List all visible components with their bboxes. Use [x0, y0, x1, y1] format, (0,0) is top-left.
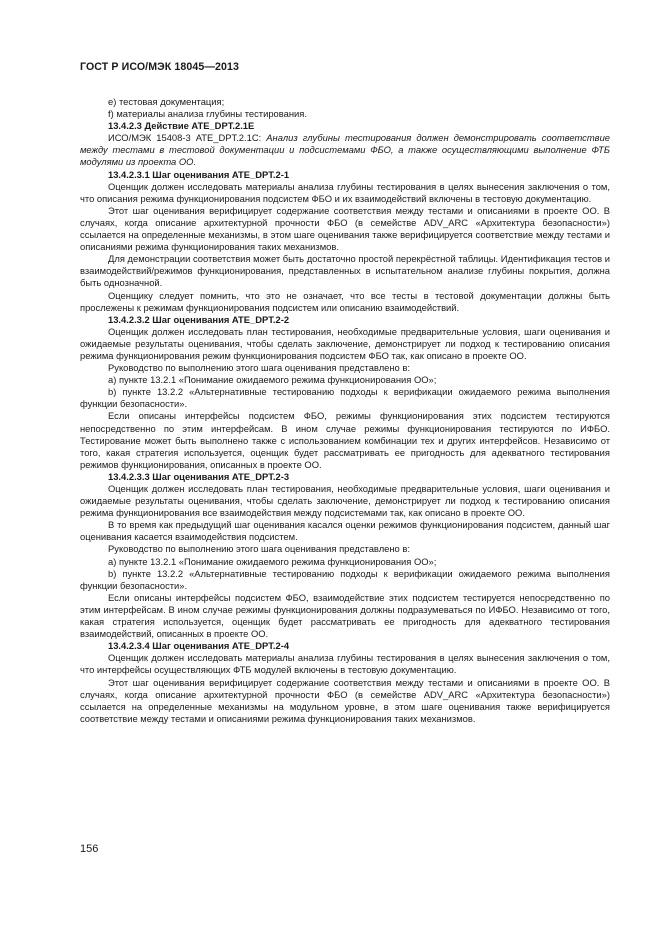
paragraph: Если описаны интерфейсы подсистем ФБО, режимы функционирования этих подсистем тестируются непосредственно по этим интерфейсам. В ином случае режимы функционирования тестируются по ИФБО. Тестирование может быть выполнено также с использованием комбинации тех и других интерфейсов. Независимо от того, какая стратегия используется, оценщик будет рассматривать ее пригодность для адекватного тестирования режимов функционирования, описанных в проекте ОО.: [80, 410, 610, 470]
paragraph: [80, 132, 610, 168]
section-heading: 13.4.2.3.3 Шаг оценивания ATE_DPT.2-3: [108, 470, 290, 482]
list-item: e) тестовая документация;: [108, 96, 225, 107]
paragraph: Оценщик должен исследовать план тестирования, необходимые предварительные условия, шаги оценивания и ожидаемые результаты оценивания, чтобы сделать заключение, демонстрирует ли подход к тестированию описания режима функционирования режим функционирования подсистем ФБО так, как описано в проекте ОО.: [80, 325, 610, 361]
list-item: а) пункте 13.2.1 «Понимание ожидаемого режима функционирования ОО»;: [108, 374, 437, 386]
section-heading: 13.4.2.3.1 Шаг оценивания ATE_DPT.2-1: [108, 168, 290, 180]
paragraph: Руководство по выполнению этого шага оценивания представлено в:: [108, 543, 410, 555]
list-item: b) пункте 13.2.2 «Альтернативные тестированию подходы к верификации ожидаемого режима выполнения функции безопасности».: [80, 386, 610, 410]
list-item: а) пункте 13.2.1 «Понимание ожидаемого режима функционирования ОО»;: [108, 555, 437, 567]
page-number: 156: [80, 843, 99, 855]
list-item: f) материалы анализа глубины тестирования.: [108, 108, 307, 120]
paragraph: Этот шаг оценивания верифицирует содержание соответствия между тестами и описаниями в проекте ОО. В случаях, когда описание архитектурной прочности ФБО (в семействе ADV_ARC «Архитектура безопасности») ссылается на определенные механизмы, в этом шаге оценивания также верифицируется соответствие между тестами и описаниями режима функционирования таких механизмов.: [80, 204, 610, 253]
section-heading: 13.4.2.3.4 Шаг оценивания ATE_DPT.2-4: [108, 640, 290, 652]
paragraph: Руководство по выполнению этого шага оценивания представлено в:: [108, 362, 410, 374]
section-heading: 13.4.2.3 Действие ATE_DPT.2.1E: [108, 120, 255, 132]
paragraph: В то время как предыдущий шаг оценивания касался оценки режимов функционирования подсистем, данный шаг оценивания касается взаимодействия подсистем.: [80, 519, 610, 543]
section-heading: 13.4.2.3.2 Шаг оценивания ATE_DPT.2-2: [108, 313, 290, 325]
paragraph: Для демонстрации соответствия может быть достаточно простой перекрёстной таблицы. Идентификация тестов и взаимодействий/режимов функционирования, представленных в испытательном анализе глубины покрытия, должна быть однозначной.: [80, 253, 610, 289]
paragraph: Оценщик должен исследовать материалы анализа глубины тестирования в целях вынесения заключения о том, что интерфейсы осуществляющих ФТБ модулей включены в тестовую документацию.: [80, 652, 610, 676]
list-item: b) пункте 13.2.2 «Альтернативные тестированию подходы к верификации ожидаемого режима выполнения функции безопасности».: [80, 567, 610, 591]
paragraph: Оценщик должен исследовать материалы анализа глубины тестирования в целях вынесения заключения о том, что описания режима функционирования подсистем ФБО и их взаимодействий включены в тестовую документацию.: [80, 180, 610, 204]
requirement-text: Анализ глубины тестирования должен демонстрировать соответствие между тестами в тестовой документации и подсистемами ФБО, а также осуществляющими выполнение ФТБ модулями из проекта ОО.: [80, 132, 611, 168]
document-header: ГОСТ Р ИСО/МЭК 18045—2013: [80, 61, 239, 73]
paragraph: Если описаны интерфейсы подсистем ФБО, взаимодействие этих подсистем тестируется непосредственно по этим интерфейсам. В ином случае режимы функционирования должны подразумеваться по ИФБО. Независимо от того, какая стратегия используется, оценщик будет рассматривать ее пригодность для адекватного тестирования взаимодействий, описанных в проекте ОО.: [80, 591, 610, 640]
paragraph: Этот шаг оценивания верифицирует содержание соответствия между тестами и описаниями в проекте ОО. В случаях, когда описание архитектурной прочности ФБО (в семействе ADV_ARC «Архитектура безопасности») ссылается на определенные механизмы на модульном уровне, в этом шаге оценивания также верифицируется соответствие между тестами и описаниями режима функционирования таких механизмов.: [80, 676, 610, 724]
paragraph: Оценщику следует помнить, что это не означает, что все тесты в тестовой документации должны быть прослежены к режимам функционирования подсистем или описанию взаимодействий.: [80, 289, 610, 313]
paragraph: Оценщик должен исследовать план тестирования, необходимые предварительные условия, шаги оценивания и ожидаемые результаты оценивания, чтобы сделать заключение, демонстрирует ли подход к тестированию описания режима функционирования все взаимодействия между подсистемами так, как описано в проекте ОО.: [80, 483, 610, 519]
document-body: [80, 96, 610, 725]
requirement-reference: ИСО/МЭК 15408-3 ATE_DPT.2.1C:: [108, 132, 267, 144]
